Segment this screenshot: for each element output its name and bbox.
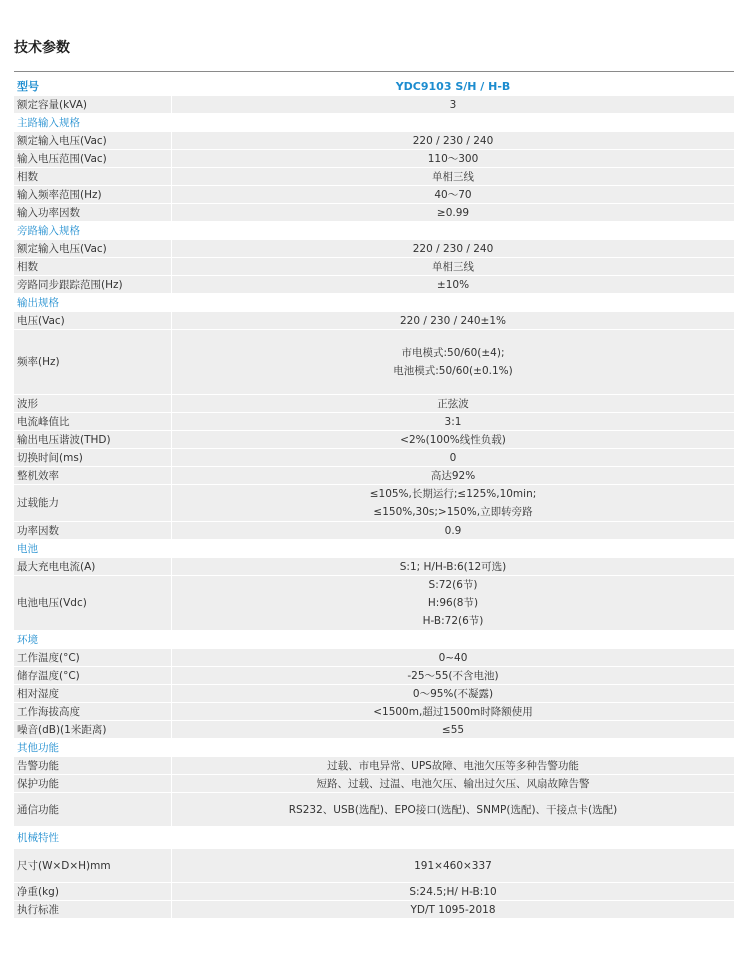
- spec-label: 尺寸(W×D×H)mm: [14, 849, 171, 882]
- spec-value: [172, 739, 734, 757]
- spec-value-line: 0~40: [438, 651, 468, 664]
- spec-value: [172, 667, 734, 684]
- spec-row: [14, 276, 734, 294]
- spec-value-line: 3:1: [444, 415, 462, 428]
- spec-value: [172, 467, 734, 484]
- spec-label: 净重(kg): [14, 883, 171, 900]
- spec-value: [172, 150, 734, 167]
- spec-value: [172, 685, 734, 702]
- spec-value-line: 过载、市电异常、UPS故障、电池欠压等多种告警功能: [327, 759, 579, 772]
- spec-value-line: 191×460×337: [414, 859, 492, 872]
- spec-label: 保护功能: [14, 775, 171, 792]
- spec-label: 输入频率范围(Hz): [14, 186, 171, 203]
- spec-value: [172, 413, 734, 430]
- spec-value-line: 0～95%(不凝露): [412, 687, 494, 700]
- spec-value-line: 110～300: [427, 152, 479, 165]
- section-heading-row: [14, 114, 734, 132]
- spec-label: 功率因数: [14, 522, 171, 539]
- spec-row: [14, 96, 734, 114]
- spec-value: [172, 258, 734, 275]
- spec-value-line: 短路、过载、过温、电池欠压、输出过欠压、风扇故障告警: [316, 777, 590, 790]
- spec-row: [14, 883, 734, 901]
- spec-value: [172, 901, 734, 918]
- spec-value-line: ≥0.99: [436, 206, 470, 219]
- spec-label: 频率(Hz): [14, 330, 171, 394]
- spec-row: [14, 395, 734, 413]
- spec-value-line: H:96(8节): [427, 597, 479, 609]
- spec-label: 相数: [14, 258, 171, 275]
- spec-value-line: 40～70: [434, 188, 472, 201]
- section-heading: 主路输入规格: [17, 117, 80, 129]
- spec-row: [14, 485, 734, 522]
- spec-value: [172, 576, 734, 630]
- section-heading: 机械特性: [17, 832, 59, 844]
- spec-label: 相数: [14, 168, 171, 185]
- spec-label: 储存温度(°C): [14, 667, 171, 684]
- spec-label: 额定输入电压(Vac): [14, 132, 171, 149]
- spec-row: [14, 721, 734, 739]
- section-heading: 环境: [17, 634, 38, 646]
- spec-label: 最大充电电流(A): [14, 558, 171, 575]
- spec-value: [172, 558, 734, 575]
- spec-label: 额定容量(kVA): [14, 96, 171, 113]
- spec-label: 型号: [17, 80, 39, 93]
- spec-value-line: S:24.5;H/ H-B:10: [409, 885, 497, 898]
- spec-label: 相对湿度: [14, 685, 171, 702]
- spec-value-line: ≤55: [441, 723, 465, 736]
- page-title: 技术参数: [14, 40, 70, 56]
- spec-value-line: 市电模式:50/60(±4);: [401, 347, 505, 359]
- spec-row: [14, 204, 734, 222]
- spec-label: 旁路同步跟踪范围(Hz): [14, 276, 171, 293]
- spec-row: [14, 757, 734, 775]
- section-heading: 其他功能: [17, 742, 59, 754]
- spec-value: [172, 703, 734, 720]
- spec-value: [172, 649, 734, 666]
- section-heading-row: [14, 631, 734, 649]
- spec-value: [172, 78, 734, 96]
- spec-value: [172, 522, 734, 539]
- spec-label: 输入电压范围(Vac): [14, 150, 171, 167]
- spec-row: [14, 431, 734, 449]
- spec-value-line: -25～55(不含电池): [407, 669, 499, 682]
- section-heading-row: [14, 739, 734, 757]
- spec-value: [172, 276, 734, 293]
- spec-value-line: 0: [449, 451, 457, 464]
- spec-value-line: 0.9: [444, 524, 462, 537]
- spec-value-line: 3: [449, 98, 457, 111]
- spec-label: 噪音(dB)(1米距离): [14, 721, 171, 738]
- spec-value: [172, 96, 734, 113]
- spec-value: [172, 312, 734, 329]
- spec-value: [172, 449, 734, 466]
- spec-label: 告警功能: [14, 757, 171, 774]
- spec-row: [14, 901, 734, 919]
- spec-value-line: 高达92%: [430, 469, 476, 482]
- spec-row: [14, 240, 734, 258]
- spec-row: [14, 449, 734, 467]
- model-header-row: [14, 78, 734, 96]
- spec-value-line: ≤150%,30s;>150%,立即转旁路: [373, 506, 533, 518]
- spec-value-line: YDC9103 S/H / H-B: [395, 80, 511, 93]
- section-heading-row: [14, 827, 734, 849]
- spec-row: [14, 150, 734, 168]
- section-heading: 旁路输入规格: [17, 225, 80, 237]
- spec-label: 执行标准: [14, 901, 171, 918]
- spec-label: 电压(Vac): [14, 312, 171, 329]
- spec-value: [172, 849, 734, 882]
- spec-value: [172, 204, 734, 221]
- spec-value: [172, 114, 734, 132]
- spec-value-line: 单相三线: [432, 260, 474, 273]
- spec-value-line: 220 / 230 / 240: [412, 242, 494, 255]
- spec-label: 额定输入电压(Vac): [14, 240, 171, 257]
- spec-value: [172, 168, 734, 185]
- spec-value-line: <1500m,超过1500m时降额使用: [373, 705, 533, 718]
- spec-value: [172, 793, 734, 826]
- spec-value-line: RS232、USB(选配)、EPO接口(选配)、SNMP(选配)、干接点卡(选配): [288, 803, 618, 816]
- spec-row: [14, 558, 734, 576]
- spec-row: [14, 258, 734, 276]
- spec-label: 通信功能: [14, 793, 171, 826]
- spec-row: [14, 775, 734, 793]
- spec-label: 电池电压(Vdc): [14, 576, 171, 630]
- spec-value: [172, 485, 734, 521]
- spec-row: [14, 703, 734, 721]
- spec-row: [14, 132, 734, 150]
- spec-value: [172, 431, 734, 448]
- section-heading: 电池: [17, 543, 38, 555]
- section-heading-row: [14, 540, 734, 558]
- spec-value-line: S:1; H/H-B:6(12可选): [399, 560, 507, 573]
- spec-value: [172, 883, 734, 900]
- spec-label: 输出电压谐波(THD): [14, 431, 171, 448]
- spec-value: [172, 186, 734, 203]
- spec-value: [172, 330, 734, 394]
- spec-row: [14, 312, 734, 330]
- spec-value: [172, 240, 734, 257]
- spec-value-line: ±10%: [436, 278, 470, 291]
- spec-row: [14, 649, 734, 667]
- spec-value: [172, 294, 734, 312]
- spec-row: [14, 413, 734, 431]
- spec-row: [14, 467, 734, 485]
- spec-value: [172, 540, 734, 558]
- spec-value-line: 单相三线: [432, 170, 474, 183]
- spec-value-line: YD/T 1095-2018: [410, 903, 496, 916]
- spec-value-line: S:72(6节): [428, 579, 478, 591]
- section-heading-row: [14, 222, 734, 240]
- spec-value-line: <2%(100%线性负载): [400, 433, 506, 446]
- spec-label: 切换时间(ms): [14, 449, 171, 466]
- section-heading-row: [14, 294, 734, 312]
- spec-label: 工作海拔高度: [14, 703, 171, 720]
- section-heading: 输出规格: [17, 297, 59, 309]
- spec-value-line: 正弦波: [437, 397, 469, 410]
- spec-label: 波形: [14, 395, 171, 412]
- spec-row: [14, 685, 734, 703]
- spec-value: [172, 775, 734, 792]
- title-divider: [14, 71, 734, 72]
- spec-value-line: 电池模式:50/60(±0.1%): [393, 365, 513, 377]
- spec-value: [172, 222, 734, 240]
- spec-value-line: ≤105%,长期运行;≤125%,10min;: [369, 488, 537, 500]
- spec-label: 整机效率: [14, 467, 171, 484]
- spec-value-line: H-B:72(6节): [422, 615, 484, 627]
- spec-label: 电流峰值比: [14, 413, 171, 430]
- spec-value: [172, 721, 734, 738]
- spec-row: [14, 667, 734, 685]
- spec-table: [14, 78, 734, 919]
- spec-value: [172, 757, 734, 774]
- spec-value: [172, 827, 734, 849]
- spec-row: [14, 168, 734, 186]
- spec-label: 过载能力: [14, 485, 171, 521]
- spec-row: [14, 522, 734, 540]
- spec-row: [14, 330, 734, 395]
- spec-value-line: 220 / 230 / 240: [412, 134, 494, 147]
- spec-row: [14, 186, 734, 204]
- spec-value: [172, 631, 734, 649]
- spec-value-line: 220 / 230 / 240±1%: [399, 314, 506, 327]
- spec-row: [14, 576, 734, 631]
- spec-row: [14, 793, 734, 827]
- spec-label: 工作温度(°C): [14, 649, 171, 666]
- spec-value: [172, 132, 734, 149]
- spec-row: [14, 849, 734, 883]
- spec-value: [172, 395, 734, 412]
- spec-label: 输入功率因数: [14, 204, 171, 221]
